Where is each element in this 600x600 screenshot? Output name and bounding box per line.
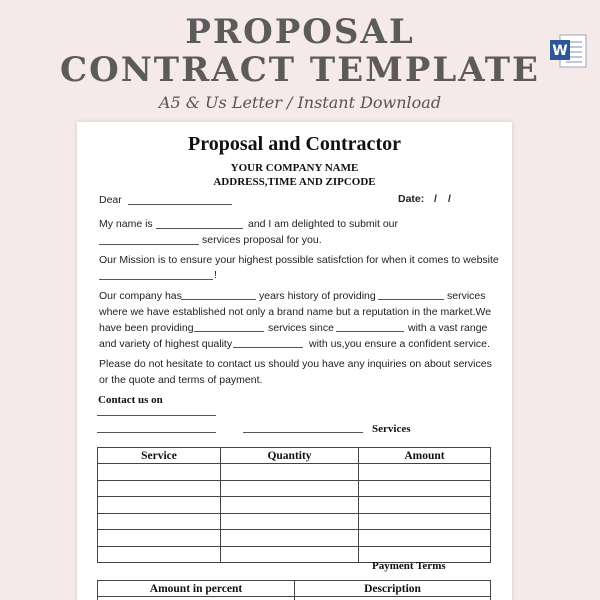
hero-subtitle: A5 & Us Letter / Instant Download (158, 93, 442, 112)
para3-text-c3: with a vast range (408, 322, 488, 334)
para1-text-c: services proposal for you. (202, 234, 322, 246)
para1-text-b: and I am delighted to submit our (248, 218, 399, 230)
payment-terms-label: Payment Terms (372, 560, 446, 572)
contact-label: Contact us on (98, 394, 163, 406)
dear-name-blank[interactable] (128, 204, 232, 205)
para3-text-a3: services (447, 290, 486, 302)
para3-text-b: where we have established not only a brand name but a reputation in the market.We (99, 306, 492, 318)
para3-text-d2: with us,you ensure a confident service. (309, 338, 490, 350)
document-title: Proposal and Contractor (188, 133, 401, 155)
para4-text-b: or the quote and terms of payment. (99, 374, 263, 386)
table-row (98, 497, 491, 514)
contact-blank-2[interactable] (97, 432, 216, 433)
service-type-blank[interactable] (99, 244, 199, 245)
years-blank[interactable] (181, 299, 256, 300)
para3-text-c2: services since (268, 322, 334, 334)
word-document-icon (548, 33, 588, 69)
services-col-service: Service (98, 448, 221, 464)
contact-blank-1[interactable] (97, 415, 216, 416)
hero-title-line2: CONTRACT TEMPLATE (60, 50, 540, 90)
website-blank[interactable] (99, 279, 213, 280)
table-row (98, 464, 491, 481)
payment-col-amount-percent: Amount in percent (98, 581, 295, 597)
para1-text-a: My name is (99, 218, 153, 230)
word-icon-letter: W (552, 43, 568, 59)
contact-blank-3[interactable] (243, 432, 363, 433)
para4-text-a: Please do not hesitate to contact us should you have any inquiries on about services (99, 358, 492, 370)
sender-name-blank[interactable] (156, 228, 243, 229)
date-label: Date: (398, 193, 425, 205)
company-name: YOUR COMPANY NAME (230, 162, 359, 174)
table-row (98, 513, 491, 530)
table-row (98, 480, 491, 497)
para3-text-c1: have been providing (99, 322, 194, 334)
para2-text-b: ! (214, 269, 217, 281)
since-year-blank[interactable] (336, 331, 404, 332)
dear-label: Dear (99, 194, 122, 206)
company-address: ADDRESS,TIME AND ZIPCODE (213, 176, 376, 188)
provided-services-blank[interactable] (378, 299, 444, 300)
quality-blank[interactable] (233, 347, 303, 348)
services-label: Services (372, 423, 411, 435)
services-provided-blank[interactable] (194, 331, 264, 332)
document-page (77, 122, 512, 600)
para3-text-a1: Our company has (99, 290, 182, 302)
hero-title-line1: PROPOSAL (185, 12, 415, 52)
table-row (98, 530, 491, 547)
para3-text-d1: and variety of highest quality (99, 338, 233, 350)
para2-text-a: Our Mission is to ensure your highest possible satisfction for when it comes to website (99, 254, 499, 266)
payment-col-description: Description (295, 581, 491, 597)
para3-text-a2: years history of providing (259, 290, 376, 302)
date-separator-2: / (448, 193, 451, 205)
payment-table (97, 580, 491, 600)
services-col-amount: Amount (359, 448, 491, 464)
date-separator-1: / (434, 193, 437, 205)
table-row (98, 597, 491, 600)
services-table (97, 447, 491, 563)
services-col-quantity: Quantity (221, 448, 359, 464)
